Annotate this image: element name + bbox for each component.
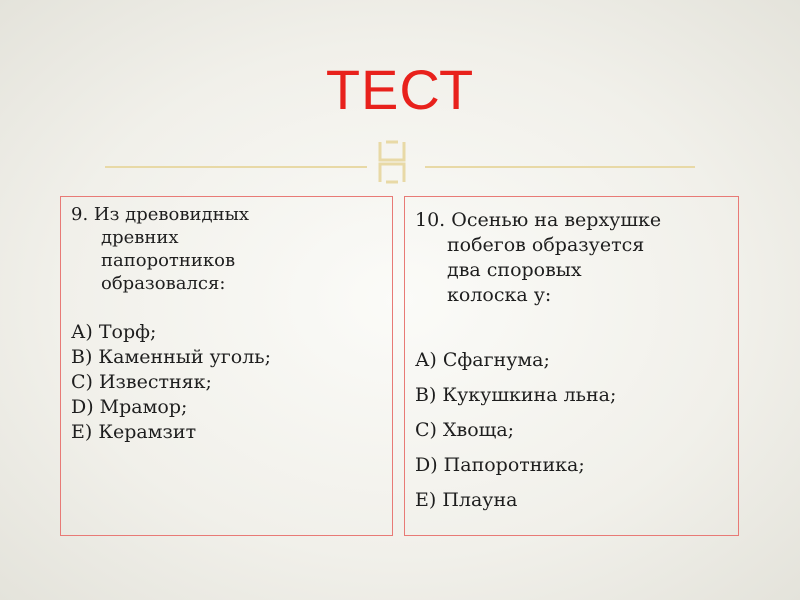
answer-option-e: Е) Керамзит bbox=[71, 421, 197, 443]
answer-options-10 bbox=[405, 343, 738, 518]
question-9-box bbox=[60, 196, 393, 536]
question-line: древних bbox=[101, 227, 179, 248]
question-10-text bbox=[405, 197, 738, 308]
answer-option-a: А) Торф; bbox=[71, 321, 157, 343]
question-line: два споровых bbox=[447, 259, 582, 281]
ornament-icon bbox=[372, 138, 412, 186]
answer-options-9 bbox=[61, 320, 392, 445]
answer-option-c: С) Известняк; bbox=[71, 371, 212, 393]
question-line: 9. Из древовидных bbox=[71, 204, 250, 225]
answer-option-d: D) Папоротника; bbox=[415, 454, 585, 476]
slide-title: ТЕСТ bbox=[325, 58, 475, 121]
answer-option-b: В) Каменный уголь; bbox=[71, 346, 272, 368]
title-divider-right bbox=[425, 166, 695, 168]
answer-option-b: В) Кукушкина льна; bbox=[415, 384, 617, 406]
question-line: 10. Осенью на верхушке bbox=[415, 209, 662, 231]
answer-option-a: А) Сфагнума; bbox=[415, 349, 550, 371]
question-line: побегов образуется bbox=[447, 234, 645, 256]
question-line: колоска у: bbox=[447, 284, 552, 306]
question-line: папоротников bbox=[101, 250, 236, 271]
question-9-text bbox=[61, 197, 392, 295]
title-divider-left bbox=[105, 166, 367, 168]
answer-option-c: С) Хвоща; bbox=[415, 419, 515, 441]
answer-option-e: Е) Плауна bbox=[415, 489, 518, 511]
answer-option-d: D) Мрамор; bbox=[71, 396, 188, 418]
question-line: образовался: bbox=[101, 273, 226, 294]
question-10-box bbox=[404, 196, 739, 536]
